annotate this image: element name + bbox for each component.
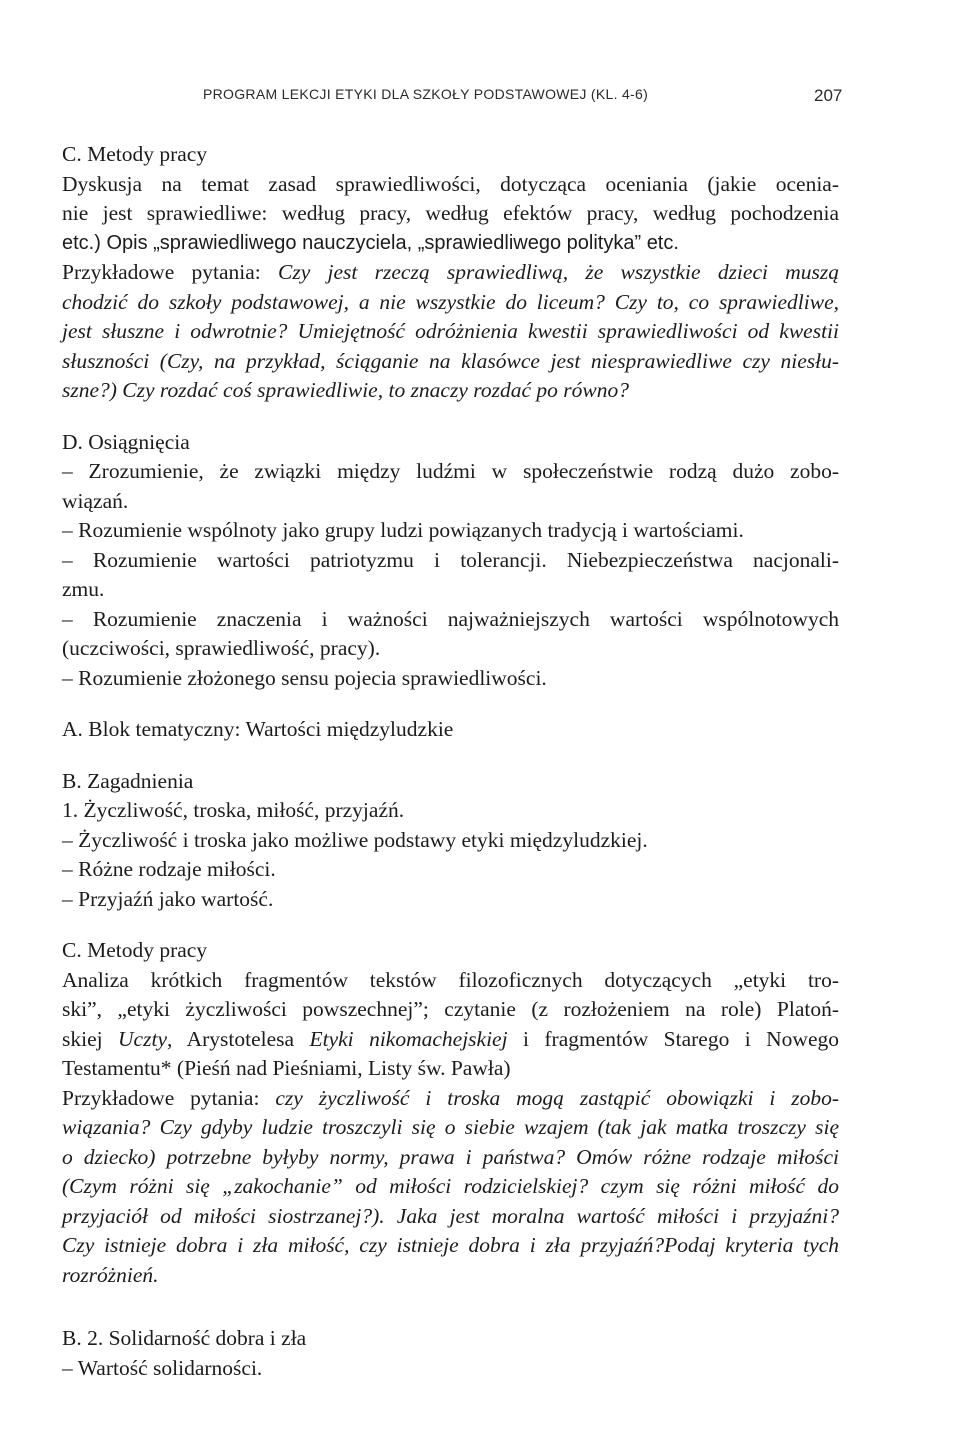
topic-subitem: – Różne rodzaje miłości. — [62, 857, 276, 881]
list-item-continuation: (uczciwości, sprawiedliwość, pracy). — [62, 636, 381, 660]
book-title-etyka-nikomachejska: Etyki nikomachejskiej — [309, 1026, 508, 1051]
list-item: – Rozumienie wspólnoty jako grupy ludzi powiązanych tradycją i wartościami. — [62, 518, 744, 542]
running-head: PROGRAM LEKCJI ETYKI DLA SZKOŁY PODSTAWOWEJ (KL. 4-6) — [203, 86, 649, 102]
topic-subitem: – Wartość solidarności. — [62, 1355, 263, 1380]
section-heading-c-methods: C. Metody pracy — [62, 142, 208, 166]
question-line: wiązania? Czy gdyby ludzie troszczyli się o siebie wzajem (tak jak matka troszczy się — [62, 1115, 839, 1139]
section-heading-c-methods: C. Metody pracy — [62, 938, 208, 962]
question-text: Czy jest rzeczą sprawiedliwą, że wszystkie dzieci muszą — [278, 260, 839, 284]
page-header — [0, 86, 960, 108]
paragraph-line: nie jest sprawiedliwe: według pracy, według efektów pracy, według pochodzenia — [62, 201, 839, 225]
book-title-uczta: Uczty — [118, 1026, 167, 1051]
question-text: czy życzliwość i troska mogą zastąpić obowiązki i zobo- — [275, 1085, 839, 1110]
paragraph-line — [62, 1025, 839, 1055]
document-body — [62, 140, 839, 1383]
questions-lead: Przykładowe pytania: — [62, 1085, 260, 1110]
question-line: szne?) Czy rozdać coś sprawiedliwie, to znaczy rozdać po równo? — [62, 378, 629, 402]
question-line: przyjaciół od miłości siostrzanej?). Jaka jest moralna wartość miłości i przyjaźni? — [62, 1203, 839, 1228]
topic-subitem: – Przyjaźń jako wartość. — [62, 886, 274, 911]
paragraph-line: Dyskusja na temat zasad sprawiedliwości, dotycząca oceniania (jakie ocenia- — [62, 171, 839, 196]
question-line: rozróżnień. — [62, 1262, 159, 1287]
list-item: – Rozumienie znaczenia i ważności najważniejszych wartości wspólnotowych — [62, 606, 839, 631]
questions-line — [62, 1084, 839, 1114]
section-heading-b2-solidarity: B. 2. Solidarność dobra i zła — [62, 1326, 307, 1350]
questions-lead: Przykładowe pytania: — [62, 260, 261, 284]
section-heading-b-topics: B. Zagadnienia — [62, 768, 194, 793]
question-line: Czy istnieje dobra i zła miłość, czy istnieje dobra i zła przyjaźń?Podaj kryteria tych — [62, 1233, 839, 1257]
section-heading-a-thematic-block: A. Blok tematyczny: Wartości międzyludzkie — [62, 717, 454, 741]
text-run: skiej — [62, 1026, 119, 1051]
questions-line — [62, 258, 839, 288]
page-number: 207 — [814, 86, 843, 105]
paragraph-line: Testamentu* (Pieśń nad Pieśniami, Listy św. Pawła) — [62, 1056, 511, 1080]
question-line: (Czym różni się „zakochanie” od miłości rodzicielskiej? czym się różni miłość do — [62, 1174, 839, 1198]
question-line: jest słuszne i odwrotnie? Umiejętność odróżnienia kwestii sprawiedliwości od kwestii — [62, 319, 839, 343]
question-line: słuszności (Czy, na przykład, ściąganie na klasówce jest niesprawiedliwe czy niesłu- — [62, 348, 839, 373]
question-line: o dziecko) potrzebne byłyby normy, prawa i państwa? Omów różne rodzaje miłości — [62, 1144, 839, 1169]
list-item-continuation: wiązań. — [62, 488, 129, 513]
topic-item: 1. Życzliwość, troska, miłość, przyjaźń. — [62, 798, 405, 822]
topic-subitem: – Życzliwość i troska jako możliwe podstawy etyki międzyludzkiej. — [62, 827, 648, 852]
section-heading-d-achievements: D. Osiągnięcia — [62, 429, 190, 454]
list-item-continuation: zmu. — [62, 577, 105, 601]
list-item: – Zrozumienie, że związki między ludźmi w społeczeństwie rodzą dużo zobo- — [62, 459, 839, 483]
list-item: – Rozumienie złożonego sensu pojecia sprawiedliwości. — [62, 665, 547, 690]
text-run: , Arystotelesa — [166, 1026, 310, 1051]
text-run: i fragmentów Starego i Nowego — [507, 1026, 839, 1051]
paragraph-line: etc.) Opis „sprawiedliwego nauczyciela, „sprawiedliwego polityka” etc. — [62, 231, 679, 254]
paragraph-line: ski”, „etyki życzliwości powszechnej”; czytanie (z rozłożeniem na role) Platoń- — [62, 997, 839, 1021]
list-item: – Rozumienie wartości patriotyzmu i tolerancji. Niebezpieczeństwa nacjonali- — [62, 547, 839, 572]
paragraph-line: Analiza krótkich fragmentów tekstów filozoficznych dotyczących „etyki tro- — [62, 967, 839, 992]
question-line: chodzić do szkoły podstawowej, a nie wszystkie do liceum? Czy to, co sprawiedliwe, — [62, 289, 839, 314]
